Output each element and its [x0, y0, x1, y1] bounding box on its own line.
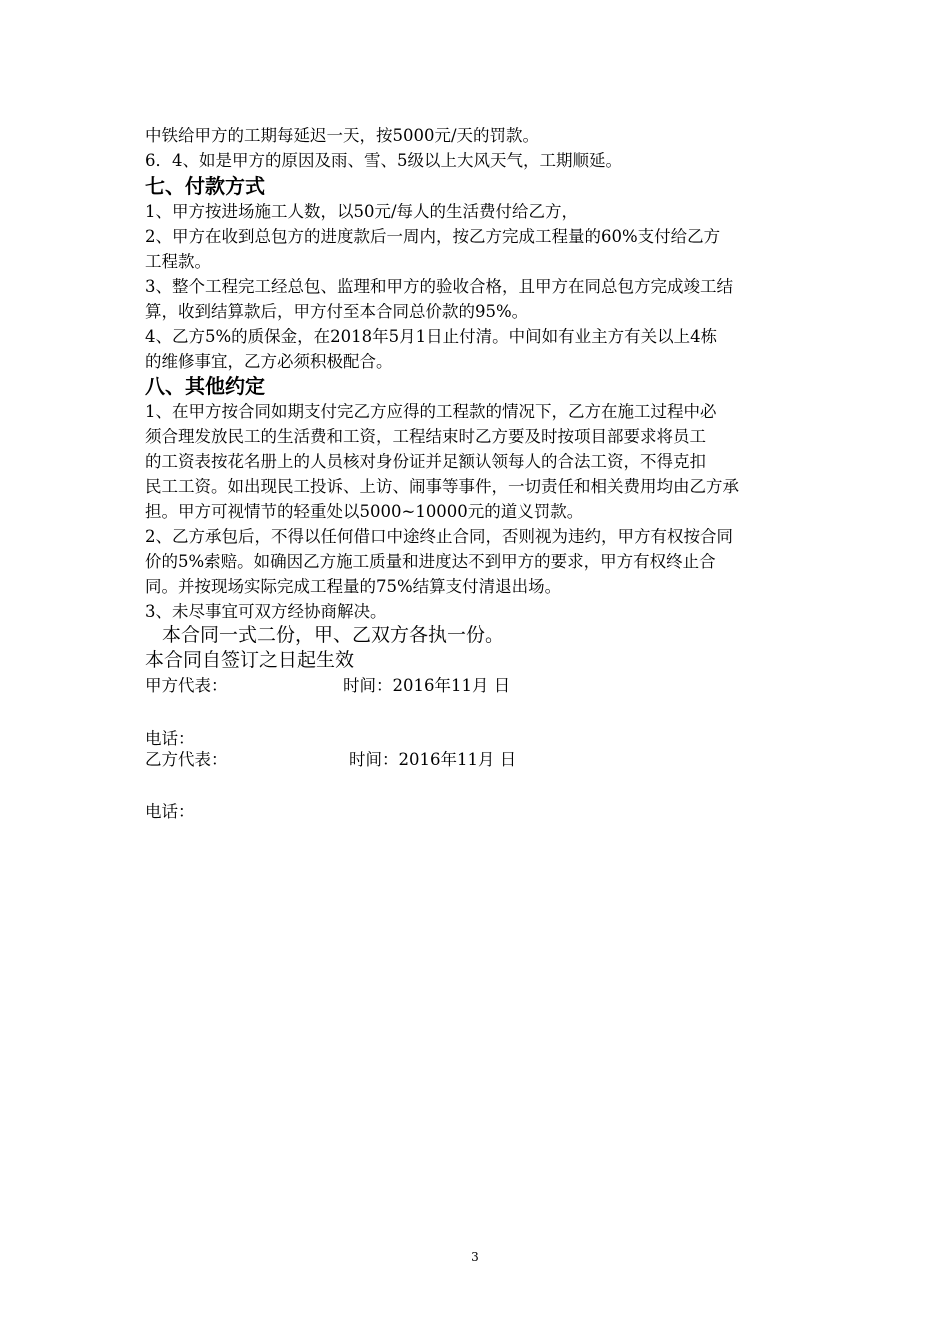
page-number: 3: [471, 1250, 479, 1264]
party-b-phone: 电话：: [145, 802, 195, 821]
party-a-signature: [145, 674, 228, 698]
party-b-label: 乙方代表：: [145, 750, 228, 769]
clause-line: 4、乙方5%的质保金，在2018年5月1日止付清。中间如有业主方有关以上4栋: [145, 327, 718, 346]
party-b-signature: [145, 748, 228, 772]
copies-statement: 本合同一式二份，甲、乙双方各执一份。: [162, 624, 505, 646]
section-heading: 八、其他约定: [145, 374, 265, 398]
continued-clauses: [145, 123, 815, 173]
clause-line: 3、未尽事宜可双方经协商解决。: [145, 602, 387, 621]
party-a-time: 时间：2016年11月 日: [343, 676, 511, 695]
clause-line: 2、甲方在收到总包方的进度款后一周内，按乙方完成工程量的60%支付给乙方: [145, 227, 721, 246]
clause-line: 的维修事宜，乙方必须积极配合。: [145, 352, 393, 371]
effective-statement: 本合同自签订之日起生效: [145, 649, 355, 671]
clause-line: 1、甲方按进场施工人数，以50元/每人的生活费付给乙方，: [145, 202, 579, 221]
section-payment: [145, 173, 815, 374]
closing-statements: [145, 623, 815, 673]
clause-line: 同。并按现场实际完成工程量的75%结算支付清退出场。: [145, 577, 562, 596]
clause-line: 须合理发放民工的生活费和工资，工程结束时乙方要及时按项目部要求将员工: [145, 427, 706, 446]
clause-line: 工程款。: [145, 252, 211, 271]
clause-line: 1、在甲方按合同如期支付完乙方应得的工程款的情况下，乙方在施工过程中必: [145, 402, 717, 421]
section-heading: 七、付款方式: [145, 174, 265, 198]
party-a-label: 甲方代表：: [145, 676, 228, 695]
clause-line: 算，收到结算款后，甲方付至本合同总价款的95%。: [145, 302, 529, 321]
clause-line: 2、乙方承包后，不得以任何借口中途终止合同，否则视为违约，甲方有权按合同: [145, 527, 733, 546]
clause-line: 6．4、如是甲方的原因及雨、雪、5级以上大风天气，工期顺延。: [145, 151, 622, 170]
clause-line: 的工资表按花名册上的人员核对身份证并足额认领每人的合法工资，不得克扣: [145, 452, 706, 471]
clause-line: 中铁给甲方的工期每延迟一天，按5000元/天的罚款。: [145, 126, 540, 145]
section-other-terms: [145, 373, 815, 624]
party-b-time: 时间：2016年11月 日: [349, 750, 517, 769]
clause-line: 担。甲方可视情节的轻重处以5000~10000元的道义罚款。: [145, 502, 584, 521]
party-a-phone: 电话：: [145, 729, 195, 748]
clause-line: 3、整个工程完工经总包、监理和甲方的验收合格，且甲方在同总包方完成竣工结: [145, 277, 733, 296]
clause-line: 民工工资。如出现民工投诉、上访、闹事等事件，一切责任和相关费用均由乙方承: [145, 477, 739, 496]
clause-line: 价的5%索赔。如确因乙方施工质量和进度达不到甲方的要求，甲方有权终止合: [145, 552, 716, 571]
